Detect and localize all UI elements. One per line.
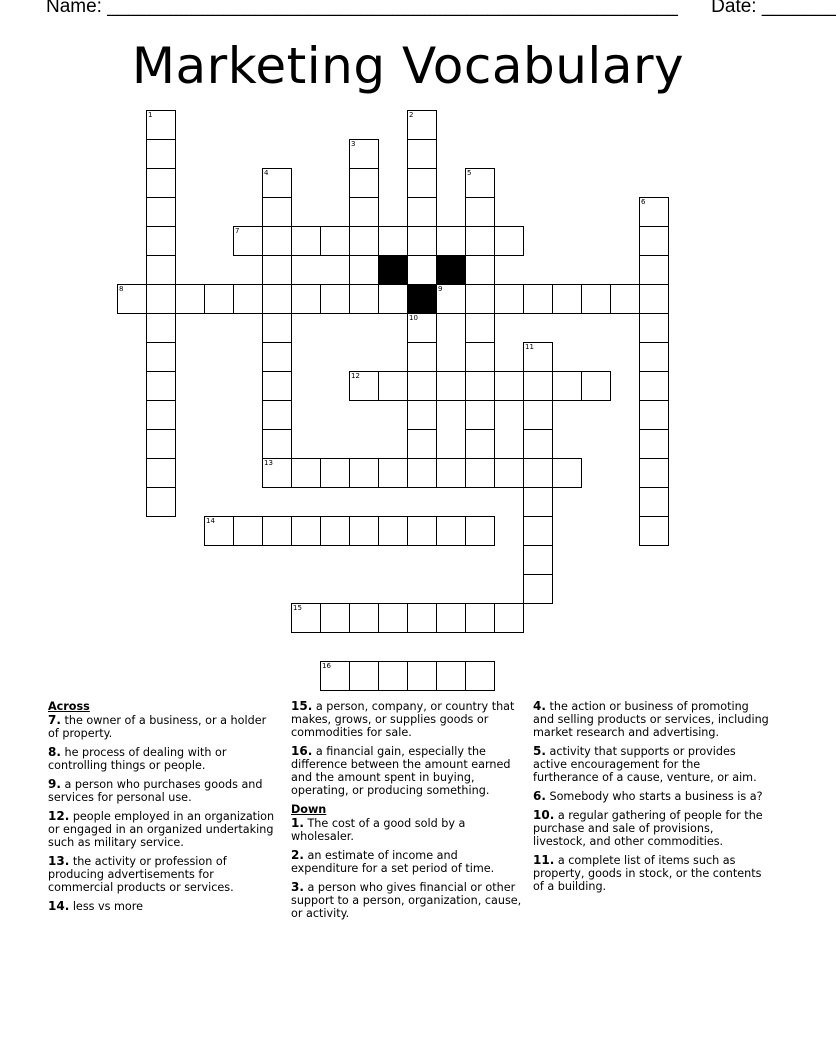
- grid-cell[interactable]: [349, 371, 379, 401]
- grid-cell[interactable]: [320, 458, 350, 488]
- clue-text: people employed in an organization or engaged in an organized undertaking such as military service.: [48, 810, 275, 849]
- grid-cell[interactable]: [233, 516, 263, 546]
- clue-text: The cost of a good sold by a wholesaler.: [291, 817, 466, 843]
- grid-cell[interactable]: [407, 313, 437, 343]
- grid-cell[interactable]: [320, 226, 350, 256]
- grid-cell[interactable]: [146, 371, 176, 401]
- grid-cell[interactable]: [146, 284, 176, 314]
- grid-cell[interactable]: [494, 284, 524, 314]
- grid-cell[interactable]: [436, 284, 466, 314]
- grid-cell[interactable]: [552, 458, 582, 488]
- clue-text: activity that supports or provides active encouragement for the furtherance of a cause, venture, or aim.: [533, 745, 757, 784]
- grid-cell[interactable]: [175, 284, 205, 314]
- grid-cell[interactable]: [349, 458, 379, 488]
- date-line[interactable]: _______: [761, 0, 836, 17]
- clue-text: the owner of a business, or a holder of property.: [48, 714, 267, 740]
- down-clue: [533, 745, 769, 784]
- grid-cell[interactable]: [407, 429, 437, 459]
- grid-cell[interactable]: [407, 458, 437, 488]
- clue-text: a complete list of items such as property, goods in stock, or the contents of a building.: [533, 854, 762, 893]
- grid-cell[interactable]: [262, 226, 292, 256]
- clue-number: 4: [264, 169, 269, 177]
- clue-num: 12.: [48, 809, 70, 823]
- grid-cell[interactable]: [552, 371, 582, 401]
- grid-cell[interactable]: [204, 516, 234, 546]
- grid-cell[interactable]: [639, 371, 669, 401]
- clue-number: 15: [293, 604, 302, 612]
- grid-cell[interactable]: [349, 661, 379, 691]
- clues-column-2: [291, 700, 527, 926]
- grid-cell[interactable]: [639, 284, 669, 314]
- clue-num: 13.: [48, 854, 70, 868]
- down-clue-list: [291, 817, 527, 920]
- grid-cell[interactable]: [465, 226, 495, 256]
- black-cell: [436, 255, 466, 285]
- grid-cell[interactable]: [146, 168, 176, 198]
- clue-number: 10: [409, 314, 418, 322]
- clue-number: 13: [264, 459, 273, 467]
- grid-cell[interactable]: [639, 516, 669, 546]
- grid-cell[interactable]: [146, 342, 176, 372]
- grid-cell[interactable]: [146, 255, 176, 285]
- clue-number: 14: [206, 517, 215, 525]
- grid-cell[interactable]: [349, 516, 379, 546]
- grid-cell[interactable]: [465, 197, 495, 227]
- grid-cell[interactable]: [407, 516, 437, 546]
- grid-cell[interactable]: [523, 545, 553, 575]
- across-clue: [48, 855, 276, 894]
- grid-cell[interactable]: [523, 284, 553, 314]
- grid-cell[interactable]: [291, 516, 321, 546]
- down-clue: [291, 817, 527, 843]
- grid-cell[interactable]: [378, 226, 408, 256]
- grid-cell[interactable]: [436, 371, 466, 401]
- clues-column-3: [533, 700, 769, 899]
- clue-text: he process of dealing with or controlling things or people.: [48, 746, 227, 772]
- grid-cell[interactable]: [639, 255, 669, 285]
- clue-text: a person who purchases goods and services for personal use.: [48, 778, 263, 804]
- clue-text: an estimate of income and expenditure for a set period of time.: [291, 849, 495, 875]
- clue-text: a person who gives financial or other support to a person, organization, cause, or activity.: [291, 881, 522, 920]
- clue-num: 9.: [48, 777, 61, 791]
- grid-cell[interactable]: [552, 284, 582, 314]
- grid-cell[interactable]: [523, 487, 553, 517]
- grid-cell[interactable]: [639, 400, 669, 430]
- grid-cell[interactable]: [349, 197, 379, 227]
- grid-cell[interactable]: [465, 400, 495, 430]
- grid-cell[interactable]: [146, 429, 176, 459]
- across-clue: [48, 714, 276, 740]
- clue-num: 3.: [291, 880, 304, 894]
- grid-cell[interactable]: [262, 168, 292, 198]
- grid-cell[interactable]: [204, 284, 234, 314]
- grid-cell[interactable]: [465, 429, 495, 459]
- grid-cell[interactable]: [610, 284, 640, 314]
- clue-number: 8: [119, 285, 124, 293]
- name-label: Name:: [46, 0, 102, 17]
- grid-cell[interactable]: [465, 313, 495, 343]
- clue-number: 7: [235, 227, 240, 235]
- clue-num: 7.: [48, 713, 61, 727]
- grid-cell[interactable]: [320, 603, 350, 633]
- grid-cell[interactable]: [320, 284, 350, 314]
- clue-text: the action or business of promoting and selling products or services, including market research and advertising.: [533, 700, 769, 739]
- grid-cell[interactable]: [378, 603, 408, 633]
- grid-cell[interactable]: [407, 661, 437, 691]
- grid-cell[interactable]: [407, 603, 437, 633]
- clue-num: 10.: [533, 808, 555, 822]
- grid-cell[interactable]: [436, 516, 466, 546]
- grid-cell[interactable]: [146, 139, 176, 169]
- grid-cell[interactable]: [465, 371, 495, 401]
- grid-cell[interactable]: [465, 603, 495, 633]
- clue-number: 12: [351, 372, 360, 380]
- across-heading: Across: [48, 700, 90, 713]
- down-clue: [291, 881, 527, 920]
- clue-num: 16.: [291, 744, 313, 758]
- grid-cell[interactable]: [291, 458, 321, 488]
- grid-cell[interactable]: [262, 371, 292, 401]
- clue-text: a regular gathering of people for the purchase and sale of provisions, livestock, and other commodities.: [533, 809, 763, 848]
- grid-cell[interactable]: [349, 255, 379, 285]
- grid-cell[interactable]: [349, 226, 379, 256]
- grid-cell[interactable]: [146, 458, 176, 488]
- grid-cell[interactable]: [639, 429, 669, 459]
- grid-cell[interactable]: [523, 574, 553, 604]
- clue-text: a person, company, or country that makes, grows, or supplies goods or commodities for sale.: [291, 700, 515, 739]
- grid-cell[interactable]: [436, 226, 466, 256]
- grid-cell[interactable]: [436, 458, 466, 488]
- clue-number: 5: [467, 169, 472, 177]
- grid-cell[interactable]: [523, 516, 553, 546]
- grid-cell[interactable]: [378, 661, 408, 691]
- clue-num: 11.: [533, 853, 555, 867]
- grid-cell[interactable]: [494, 371, 524, 401]
- grid-cell[interactable]: [494, 603, 524, 633]
- grid-cell[interactable]: [262, 255, 292, 285]
- grid-cell[interactable]: [639, 342, 669, 372]
- clues-column-1: [48, 700, 276, 919]
- clue-number: 11: [525, 343, 534, 351]
- grid-cell[interactable]: [349, 139, 379, 169]
- grid-cell[interactable]: [291, 284, 321, 314]
- grid-cell[interactable]: [465, 458, 495, 488]
- grid-cell[interactable]: [233, 284, 263, 314]
- grid-cell[interactable]: [262, 197, 292, 227]
- clue-text: Somebody who starts a business is a?: [545, 790, 763, 803]
- across-clue: [48, 900, 276, 913]
- down-clue-list-continued: [533, 700, 769, 893]
- grid-cell[interactable]: [639, 197, 669, 227]
- grid-cell[interactable]: [465, 255, 495, 285]
- grid-cell[interactable]: [262, 429, 292, 459]
- clue-number: 1: [148, 111, 153, 119]
- clue-number: 9: [438, 285, 443, 293]
- grid-cell[interactable]: [407, 226, 437, 256]
- grid-cell[interactable]: [523, 400, 553, 430]
- grid-cell[interactable]: [639, 487, 669, 517]
- grid-cell[interactable]: [465, 284, 495, 314]
- clue-text: the activity or profession of producing advertisements for commercial products or services.: [48, 855, 234, 894]
- grid-cell[interactable]: [262, 458, 292, 488]
- clue-number: 6: [641, 198, 646, 206]
- clue-num: 5.: [533, 744, 546, 758]
- grid-cell[interactable]: [146, 400, 176, 430]
- grid-cell[interactable]: [146, 226, 176, 256]
- across-clue-list: [48, 714, 276, 913]
- clue-text: less vs more: [69, 900, 144, 913]
- across-clue: [48, 778, 276, 804]
- grid-cell[interactable]: [407, 400, 437, 430]
- page-title: Marketing Vocabulary: [131, 37, 685, 95]
- date-label: Date:: [711, 0, 757, 17]
- across-clue: [48, 746, 276, 772]
- grid-cell[interactable]: [262, 516, 292, 546]
- clue-number: 3: [351, 140, 356, 148]
- grid-cell[interactable]: [465, 342, 495, 372]
- grid-cell[interactable]: [639, 458, 669, 488]
- grid-cell[interactable]: [233, 226, 263, 256]
- grid-cell[interactable]: [407, 197, 437, 227]
- grid-cell[interactable]: [262, 284, 292, 314]
- clue-number: 2: [409, 111, 414, 119]
- across-clue: [291, 700, 527, 739]
- grid-cell[interactable]: [436, 661, 466, 691]
- black-cell: [407, 284, 437, 314]
- clue-num: 2.: [291, 848, 304, 862]
- grid-cell[interactable]: [291, 226, 321, 256]
- grid-cell[interactable]: [117, 284, 147, 314]
- clue-num: 6.: [533, 789, 546, 803]
- down-clue: [533, 809, 769, 848]
- grid-cell[interactable]: [465, 168, 495, 198]
- grid-cell[interactable]: [378, 284, 408, 314]
- grid-cell[interactable]: [494, 458, 524, 488]
- grid-cell[interactable]: [523, 429, 553, 459]
- grid-cell[interactable]: [378, 458, 408, 488]
- across-clue-list-continued: [291, 700, 527, 797]
- down-clue: [291, 849, 527, 875]
- down-heading: Down: [291, 803, 327, 816]
- grid-cell[interactable]: [407, 255, 437, 285]
- grid-cell[interactable]: [407, 110, 437, 140]
- grid-cell[interactable]: [146, 110, 176, 140]
- clue-num: 14.: [48, 899, 70, 913]
- clue-num: 15.: [291, 699, 313, 713]
- grid-cell[interactable]: [494, 226, 524, 256]
- down-clue: [533, 700, 769, 739]
- grid-cell[interactable]: [378, 371, 408, 401]
- grid-cell[interactable]: [146, 487, 176, 517]
- grid-cell[interactable]: [581, 371, 611, 401]
- grid-cell[interactable]: [523, 458, 553, 488]
- grid-cell[interactable]: [378, 516, 408, 546]
- grid-cell[interactable]: [581, 284, 611, 314]
- clue-num: 4.: [533, 699, 546, 713]
- clue-text: a financial gain, especially the difference between the amount earned and the amount spent in buying, operating, or producing something.: [291, 745, 511, 797]
- across-clue: [291, 745, 527, 797]
- name-line[interactable]: ______________________________________________________: [107, 0, 678, 17]
- clue-number: 16: [322, 662, 331, 670]
- grid-cell[interactable]: [465, 516, 495, 546]
- black-cell: [378, 255, 408, 285]
- grid-cell[interactable]: [523, 342, 553, 372]
- grid-cell[interactable]: [349, 168, 379, 198]
- grid-cell[interactable]: [407, 168, 437, 198]
- grid-cell[interactable]: [407, 342, 437, 372]
- grid-cell[interactable]: [146, 313, 176, 343]
- grid-cell[interactable]: [320, 661, 350, 691]
- down-clue: [533, 790, 769, 803]
- grid-cell[interactable]: [262, 400, 292, 430]
- grid-cell[interactable]: [407, 139, 437, 169]
- grid-cell[interactable]: [320, 516, 350, 546]
- grid-cell[interactable]: [349, 603, 379, 633]
- across-clue: [48, 810, 276, 849]
- grid-cell[interactable]: [523, 371, 553, 401]
- clue-num: 1.: [291, 816, 304, 830]
- grid-cell[interactable]: [291, 603, 321, 633]
- grid-cell[interactable]: [436, 603, 466, 633]
- grid-cell[interactable]: [639, 226, 669, 256]
- clue-num: 8.: [48, 745, 61, 759]
- grid-cell[interactable]: [262, 313, 292, 343]
- grid-cell[interactable]: [639, 313, 669, 343]
- down-clue: [533, 854, 769, 893]
- grid-cell[interactable]: [262, 342, 292, 372]
- grid-cell[interactable]: [349, 284, 379, 314]
- grid-cell[interactable]: [146, 197, 176, 227]
- grid-cell[interactable]: [465, 661, 495, 691]
- grid-cell[interactable]: [407, 371, 437, 401]
